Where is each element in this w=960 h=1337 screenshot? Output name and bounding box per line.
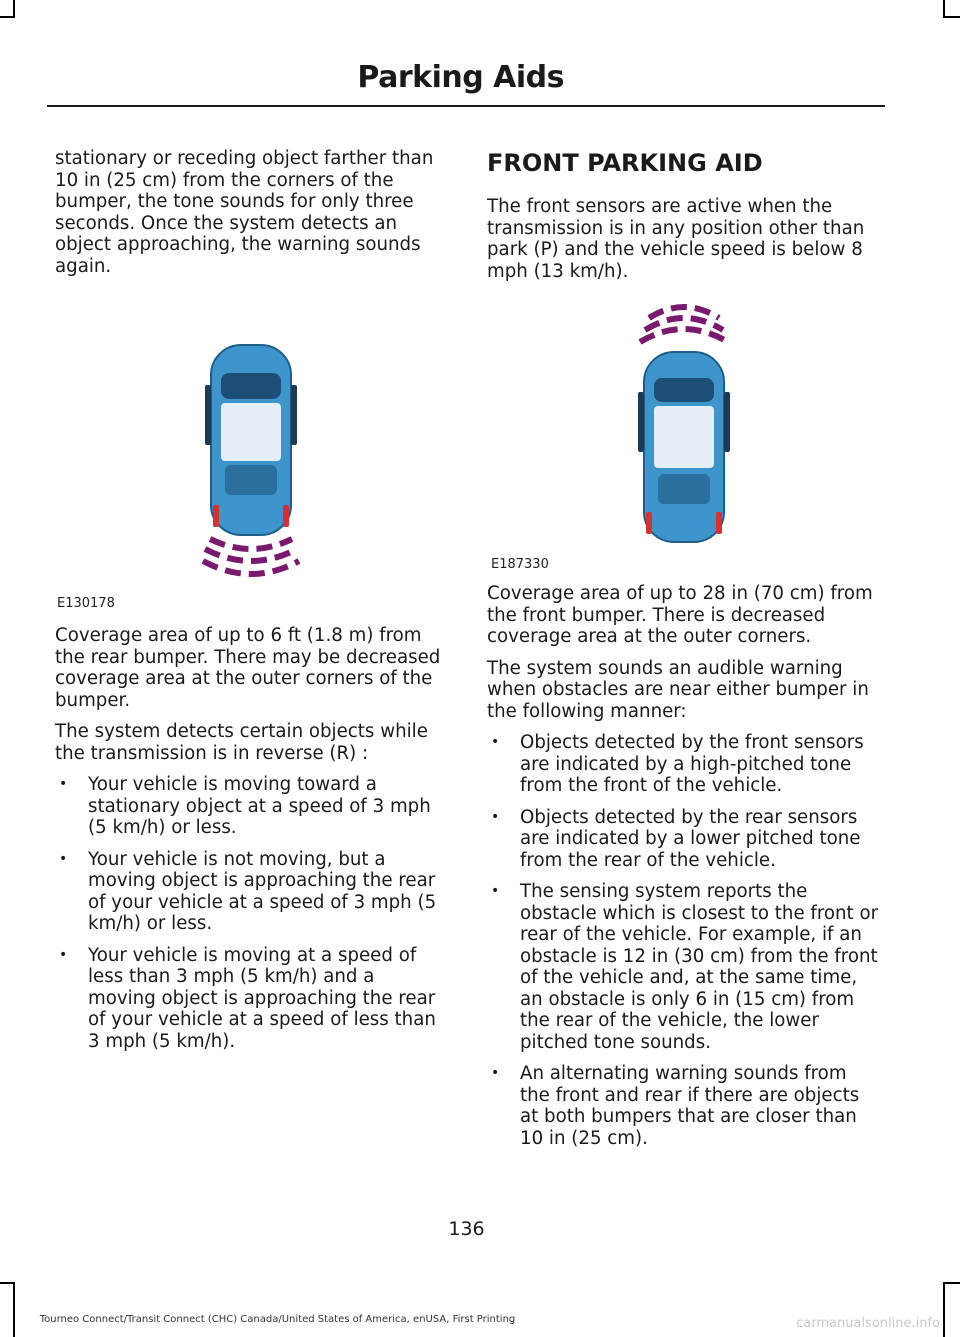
crop-mark [943, 1282, 960, 1284]
crop-mark [13, 1282, 15, 1337]
list-item: • Objects detected by the rear sensors are indicated by a lower pitched tone from the rear of the vehicle. [487, 807, 880, 872]
coverage-paragraph: Coverage area of up to 6 ft (1.8 m) from the rear bumper. There may be decreased coverage area at the outer corners of the bumper. [55, 625, 441, 711]
front-intro-paragraph: The front sensors are active when the transmission is in any position other than park (P) and the vehicle speed is below 8 mph (13 km/h). [487, 196, 865, 282]
rear-sensor-car-illustration [55, 287, 447, 617]
warning-behaviour-list [487, 732, 880, 1149]
figure-code: E187330 [491, 557, 549, 572]
crop-mark [0, 16, 15, 18]
right-column [487, 148, 880, 1159]
list-item: • Your vehicle is not moving, but a moving object is approaching the rear of your vehicle at a speed of 3 mph (5 km/h) or less. [55, 849, 447, 935]
crop-mark [0, 1282, 15, 1284]
audible-warning-paragraph: The system sounds an audible warning when obstacles are near either bumper in the following manner: [487, 657, 869, 722]
front-sensor-car-illustration [487, 292, 880, 577]
left-column [55, 148, 447, 1062]
intro-paragraph: stationary or receding object farther than 10 in (25 cm) from the corners of the bumper, the tone sounds for only three seconds. Once the system detects an object approaching, the warning sounds again. [55, 148, 434, 277]
list-item: • An alternating warning sounds from the front and rear if there are objects at both bumpers that are closer than 10 in (25 cm). [487, 1063, 880, 1149]
detects-paragraph: The system detects certain objects while the transmission is in reverse (R) : [55, 721, 428, 764]
page-title: Parking Aids [357, 60, 564, 95]
list-item: • Objects detected by the front sensors are indicated by a high-pitched tone from the front of the vehicle. [487, 732, 880, 797]
front-coverage-paragraph: Coverage area of up to 28 in (70 cm) from the front bumper. There is decreased coverage area at the outer corners. [487, 583, 873, 647]
page-number: 136 [448, 1218, 485, 1240]
list-item: • Your vehicle is moving at a speed of less than 3 mph (5 km/h) and a moving object is approaching the rear of your vehicle at a speed of less than 3 mph (5 km/h). [55, 945, 447, 1053]
reverse-conditions-list [55, 774, 447, 1052]
crop-mark [943, 16, 960, 18]
crop-mark [943, 1282, 945, 1337]
list-item: • Your vehicle is moving toward a stationary object at a speed of 3 mph (5 km/h) or less. [55, 774, 447, 839]
list-item: • The sensing system reports the obstacle which is closest to the front or rear of the vehicle. For example, if an obstacle is 12 in (30 cm) from the front of the vehicle and, at the same time, an obstacle is only 6 in (15 cm) from the rear of the vehicle, the lower pitched tone sounds. [487, 881, 880, 1053]
footer-text: Tourneo Connect/Transit Connect (CHC) Canada/United States of America, enUSA, First Printing [39, 1314, 516, 1325]
watermark: carmanualsonline.info [796, 1316, 940, 1331]
rear-parking-aid-figure [55, 287, 447, 617]
figure-code: E130178 [57, 596, 115, 611]
front-parking-aid-figure [487, 292, 880, 577]
section-heading: FRONT PARKING AID [487, 149, 763, 177]
header-rule [47, 105, 885, 107]
